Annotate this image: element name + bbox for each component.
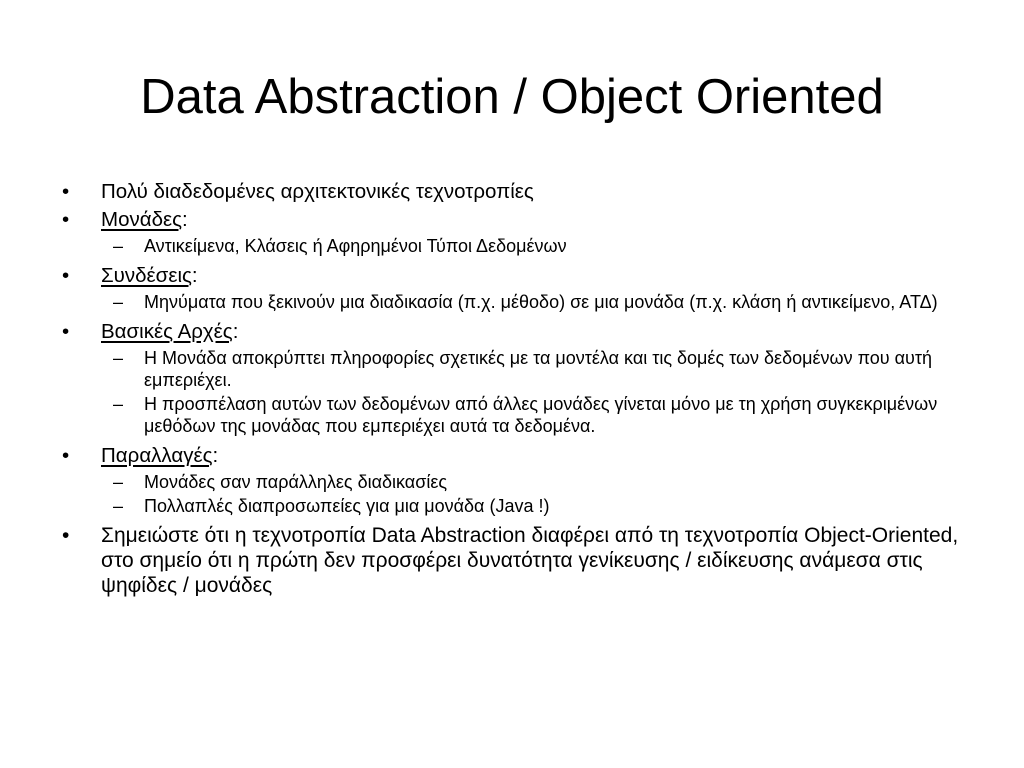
sub-list (62, 291, 962, 313)
bullet-item (62, 263, 962, 288)
sub-list (62, 471, 962, 517)
sub-item (62, 291, 954, 313)
sub-text: Μηνύματα που ξεκινούν μια διαδικασία (π.χ. μέθοδο) σε μια μονάδα (π.χ. κλάση ή αντικείμενο, ΑΤΔ) (144, 292, 938, 312)
bullet-marker: • (62, 320, 70, 343)
sub-text: Η προσπέλαση αυτών των δεδομένων από άλλες μονάδες γίνεται μόνο με τη χρήση συγκεκριμένων μεθόδων της μονάδας που εμπεριέχει αυτά τα δεδομένα. (144, 394, 938, 436)
sub-item (62, 347, 954, 391)
bullet-suffix: : (191, 264, 198, 287)
sub-marker: – (113, 496, 124, 516)
bullet-heading: Παραλλαγές (101, 444, 213, 467)
bullet-marker: • (62, 180, 70, 203)
bullet-marker: • (62, 208, 70, 231)
sub-text: Αντικείμενα, Κλάσεις ή Αφηρημένοι Τύποι Δεδομένων (144, 236, 567, 256)
sub-marker: – (113, 394, 124, 414)
bullet-marker: • (62, 264, 70, 287)
sub-text: Η Μονάδα αποκρύπτει πληροφορίες σχετικές με τα μοντέλα και τις δομές των δεδομένων που αυτή εμπεριέχει. (144, 348, 932, 390)
bullet-item (62, 207, 962, 232)
bullet-suffix: : (212, 444, 219, 467)
sub-text: Μονάδες σαν παράλληλες διαδικασίες (144, 472, 448, 492)
slide-title: Data Abstraction / Object Oriented (140, 70, 884, 124)
sub-item (62, 471, 954, 493)
bullet-heading: Μονάδες (101, 208, 183, 231)
bullet-item (62, 179, 962, 204)
sub-marker: – (113, 236, 124, 256)
bullet-item (62, 319, 962, 344)
bullet-list (62, 179, 962, 601)
sub-marker: – (113, 472, 124, 492)
bullet-marker: • (62, 524, 70, 547)
bullet-item (62, 523, 962, 598)
sub-item (62, 393, 954, 437)
sub-list (62, 347, 962, 437)
bullet-heading: Συνδέσεις (101, 264, 192, 287)
bullet-suffix: : (182, 208, 188, 231)
bullet-suffix: : (232, 320, 239, 343)
bullet-marker: • (62, 444, 70, 467)
sub-marker: – (113, 348, 124, 368)
sub-item (62, 495, 954, 517)
bullet-heading: Βασικές Αρχές (101, 320, 233, 343)
bullet-text: Πολύ διαδεδομένες αρχιτεκτονικές τεχνοτροπίες (101, 180, 534, 203)
bullet-text: Σημειώστε ότι η τεχνοτροπία Data Abstraction διαφέρει από τη τεχνοτροπία Object-Oriented, στο σημείο ότι η πρώτη δεν προσφέρει δυνατότητα γενίκευσης / ειδίκευσης ανάμεσα στις ψηφίδες / μονάδες (101, 524, 959, 597)
sub-list (62, 235, 962, 257)
sub-item (62, 235, 954, 257)
bullet-item (62, 443, 962, 468)
sub-marker: – (113, 292, 124, 312)
sub-text: Πολλαπλές διαπροσωπείες για μια μονάδα (Java !) (144, 496, 550, 516)
